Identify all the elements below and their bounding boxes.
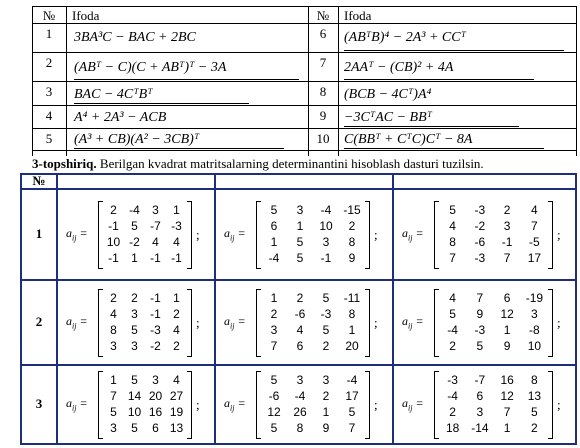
row-divider — [32, 23, 577, 24]
matrix — [98, 201, 192, 269]
header-expression: Ifoda — [344, 8, 372, 23]
row-divider — [32, 105, 577, 106]
underline — [74, 148, 284, 149]
matrix-label: $a_{ij}$ = — [402, 225, 424, 242]
matrix-cell: -14 — [471, 420, 489, 435]
matrix-cell: 8 — [348, 234, 356, 249]
matrix-cell: -3 — [171, 218, 182, 233]
table-border-top — [32, 6, 577, 7]
matrix-cell: 2 — [296, 290, 304, 305]
expression: A⁴ + 2A³ − ACB — [74, 110, 167, 125]
matrix-cell: 14 — [127, 388, 142, 403]
row-number: 4 — [45, 108, 53, 123]
matrix-cell: 3 — [476, 404, 484, 419]
matrix-cell: -3 — [474, 202, 486, 217]
matrix-cell: 5 — [322, 290, 330, 305]
matrix-cell: 10 — [106, 234, 121, 249]
matrix-cell: 5 — [449, 306, 456, 321]
expression: (ABᵀB)⁴ − 2A³ + CCᵀ — [344, 30, 466, 45]
matrix-cell: 2 — [449, 404, 456, 419]
matrices-table — [20, 173, 577, 445]
matrix-cell: 7 — [110, 388, 117, 403]
matrix-cell: 5 — [322, 322, 330, 337]
matrix-cell: -3 — [474, 322, 486, 337]
row-number: 1 — [45, 26, 53, 41]
matrix-cell: 5 — [131, 218, 138, 233]
matrix-cell: 8 — [110, 322, 117, 337]
matrix — [256, 371, 370, 439]
matrix-cell: 1 — [348, 322, 356, 337]
matrix-cell: 4 — [449, 290, 456, 305]
matrix-cell: 20 — [345, 338, 359, 353]
matrix-cell: 2 — [348, 218, 356, 233]
semicolon: ; — [196, 314, 200, 330]
header-number: № — [316, 8, 330, 23]
matrix-cell: 7 — [449, 250, 456, 265]
matrix-row — [98, 307, 192, 323]
matrix-cell: -4 — [129, 202, 140, 217]
matrix-cell: 4 — [110, 306, 117, 321]
matrix-cell: 4 — [152, 234, 159, 249]
matrix-cell: 19 — [169, 404, 184, 419]
matrix-row — [256, 291, 370, 307]
matrix-cell: 7 — [503, 404, 511, 419]
underline — [74, 79, 299, 80]
underline — [74, 103, 249, 104]
matrix-cell: 3 — [131, 338, 138, 353]
underline — [344, 50, 564, 51]
matrix — [256, 201, 370, 269]
matrix-cell: 8 — [348, 306, 356, 321]
matrix-cell: -2 — [150, 338, 161, 353]
column-divider — [392, 173, 394, 445]
matrix-cell: -4 — [346, 372, 358, 387]
semicolon: ; — [557, 226, 561, 242]
row-number: 9 — [319, 108, 327, 123]
matrix-cell: 5 — [270, 372, 278, 387]
matrix-cell: 16 — [500, 372, 514, 387]
matrix-row — [98, 405, 192, 421]
matrix-row — [98, 251, 192, 267]
matrix-label: $a_{ij}$ = — [224, 225, 246, 242]
row-divider — [20, 188, 577, 190]
row-divider — [32, 52, 577, 53]
matrix-cell: -4 — [447, 322, 458, 337]
matrix-label: $a_{ij}$ = — [66, 225, 88, 242]
matrix-row — [98, 219, 192, 235]
matrix-row — [434, 405, 553, 421]
matrix-cell: 27 — [169, 388, 184, 403]
matrix-cell: 3 — [296, 372, 304, 387]
semicolon: ; — [557, 396, 561, 412]
row-number: 3 — [35, 395, 43, 411]
matrix-cell: 12 — [500, 306, 514, 321]
matrix-cell: 7 — [476, 290, 484, 305]
matrix-cell: 2 — [270, 306, 278, 321]
matrix-row — [434, 219, 553, 235]
matrix-row — [256, 323, 370, 339]
matrix-cell: 1 — [322, 404, 330, 419]
matrix-cell: 1 — [503, 420, 511, 435]
table-border-left — [20, 173, 22, 445]
expression: BAC − 4CᵀBᵀ — [74, 87, 153, 102]
matrix-cell: -3 — [320, 306, 332, 321]
matrix-cell: 4 — [296, 322, 304, 337]
expression: −3CᵀAC − BBᵀ — [344, 110, 433, 125]
matrix — [98, 289, 192, 357]
matrix-cell: 2 — [131, 290, 138, 305]
matrix-cell: 10 — [319, 218, 333, 233]
table-border-top — [20, 173, 577, 175]
matrix-cell: 7 — [348, 420, 356, 435]
matrix-row — [98, 203, 192, 219]
matrix-cell: 26 — [293, 404, 307, 419]
matrix-cell: -1 — [501, 234, 513, 249]
matrix-cell: -5 — [529, 234, 540, 249]
matrix-cell: 12 — [500, 388, 514, 403]
matrix-row — [98, 235, 192, 251]
matrix-cell: 5 — [270, 202, 278, 217]
matrix-cell: -1 — [320, 250, 332, 265]
matrix-cell: -1 — [108, 218, 119, 233]
matrix-cell: 7 — [531, 218, 538, 233]
matrix-cell: 8 — [531, 372, 538, 387]
matrix-row — [256, 389, 370, 405]
table-border-bottom — [32, 150, 577, 151]
matrix-cell: 7 — [503, 250, 511, 265]
underline — [344, 126, 519, 127]
matrix-row — [434, 203, 553, 219]
matrix-row — [98, 339, 192, 355]
expression: C(BBᵀ + CᵀC)Cᵀ − 8A — [344, 132, 473, 147]
matrix-cell: -4 — [320, 202, 332, 217]
matrix-cell: 2 — [449, 338, 456, 353]
matrix-cell: 10 — [527, 338, 542, 353]
matrix-cell: 1 — [296, 218, 304, 233]
row-divider — [20, 364, 577, 366]
matrix-cell: 6 — [296, 338, 304, 353]
matrix-cell: 1 — [503, 322, 511, 337]
expressions-table — [32, 6, 577, 156]
matrix-row — [98, 291, 192, 307]
matrix-cell: 16 — [148, 404, 163, 419]
matrix-cell: 2 — [110, 290, 117, 305]
matrix-row — [98, 421, 192, 437]
matrix-row — [434, 421, 553, 437]
matrix-cell: 20 — [148, 388, 163, 403]
expression: (BCB − 4Cᵀ)A⁴ — [344, 87, 432, 102]
matrix-cell: 5 — [476, 338, 484, 353]
matrix-cell: 5 — [449, 202, 456, 217]
row-number: 8 — [319, 84, 327, 99]
matrix-row — [256, 339, 370, 355]
matrix-cell: 5 — [270, 420, 278, 435]
row-number: 1 — [35, 225, 43, 241]
matrix-cell: 9 — [322, 420, 330, 435]
row-number: 7 — [319, 55, 327, 70]
matrix-label: $a_{ij}$ = — [224, 395, 246, 412]
matrix-row — [434, 251, 553, 267]
matrix-cell: 9 — [503, 338, 511, 353]
matrix-cell: -15 — [343, 202, 361, 217]
matrix-cell: 1 — [173, 202, 180, 217]
matrix-cell: -3 — [474, 250, 486, 265]
matrix-cell: -19 — [525, 290, 544, 305]
matrix-cell: 3 — [296, 202, 304, 217]
task-heading — [32, 156, 484, 172]
matrix-label: $a_{ij}$ = — [402, 395, 424, 412]
matrix-label: $a_{ij}$ = — [66, 313, 88, 330]
matrix-cell: 8 — [296, 420, 304, 435]
matrix-cell: 5 — [131, 322, 138, 337]
expression: (ABᵀ − C)(C + ABᵀ)ᵀ − 3A — [74, 60, 227, 75]
semicolon: ; — [374, 314, 378, 330]
matrix-row — [434, 291, 553, 307]
table-border-bottom — [20, 443, 577, 445]
matrix-cell: 2 — [531, 420, 538, 435]
matrix-cell: -3 — [447, 372, 458, 387]
matrix-cell: 4 — [173, 234, 180, 249]
matrix-cell: 4 — [173, 322, 180, 337]
matrix-cell: -6 — [474, 234, 486, 249]
row-divider — [32, 81, 577, 82]
matrix-cell: -1 — [150, 306, 161, 321]
matrix-cell: 13 — [527, 388, 542, 403]
matrix-row — [434, 373, 553, 389]
matrix-cell: 3 — [531, 306, 538, 321]
matrix-cell: 10 — [127, 404, 142, 419]
matrix — [256, 289, 370, 357]
matrix-row — [98, 389, 192, 405]
matrix — [98, 371, 192, 439]
table-border-right — [575, 173, 577, 445]
matrix-cell: 3 — [503, 218, 511, 233]
matrix — [434, 371, 553, 439]
matrix-cell: 6 — [270, 218, 278, 233]
matrix-row — [434, 389, 553, 405]
matrix-row — [256, 421, 370, 437]
matrix-row — [98, 373, 192, 389]
matrix-cell: 3 — [322, 234, 330, 249]
matrix-cell: 1 — [110, 372, 117, 387]
matrix-cell: 1 — [270, 290, 278, 305]
expression: 2AAᵀ − (CB)² + 4A — [344, 60, 454, 75]
row-divider — [32, 128, 577, 129]
matrix-cell: 3 — [270, 322, 278, 337]
matrix-cell: 6 — [476, 388, 484, 403]
matrix-row — [256, 219, 370, 235]
matrix-cell: 3 — [110, 420, 117, 435]
matrix-cell: 9 — [476, 306, 484, 321]
matrix-cell: 4 — [449, 218, 456, 233]
matrix-cell: 3 — [131, 306, 138, 321]
matrix-cell: -7 — [474, 372, 486, 387]
expression: 3BA³C − BAC + 2BC — [74, 30, 196, 45]
matrix-cell: 5 — [110, 404, 117, 419]
matrix-label: $a_{ij}$ = — [402, 313, 424, 330]
matrix-row — [256, 235, 370, 251]
matrix-cell: 1 — [131, 250, 138, 265]
matrix-row — [434, 339, 553, 355]
matrix-cell: 2 — [503, 202, 511, 217]
matrix-row — [256, 251, 370, 267]
matrix-cell: 9 — [348, 250, 356, 265]
matrix-cell: 18 — [445, 420, 460, 435]
task-number: 3-topshiriq. — [32, 156, 97, 171]
matrix-cell: 5 — [531, 404, 538, 419]
matrix-cell: 2 — [173, 338, 180, 353]
matrix-cell: 2 — [110, 202, 117, 217]
matrix-cell: -8 — [529, 322, 540, 337]
matrix-label: $a_{ij}$ = — [224, 313, 246, 330]
matrix-cell: -6 — [268, 388, 280, 403]
matrix-cell: 5 — [296, 234, 304, 249]
matrix-cell: 1 — [173, 290, 180, 305]
matrix-row — [98, 323, 192, 339]
matrix-cell: 17 — [345, 388, 359, 403]
row-number: 5 — [45, 131, 53, 146]
matrix-cell: -4 — [447, 388, 458, 403]
row-number: 2 — [45, 55, 53, 70]
matrix-row — [256, 203, 370, 219]
matrix-cell: -4 — [268, 250, 280, 265]
matrix-cell: 6 — [503, 290, 511, 305]
row-number: 3 — [45, 84, 53, 99]
row-number: 10 — [316, 131, 330, 146]
matrix-cell: 6 — [152, 420, 159, 435]
row-divider — [20, 279, 577, 281]
row-number: 6 — [319, 26, 327, 41]
matrix-cell: -1 — [171, 250, 182, 265]
matrix-cell: 3 — [152, 372, 159, 387]
matrix-cell: 5 — [348, 404, 356, 419]
semicolon: ; — [374, 396, 378, 412]
semicolon: ; — [196, 226, 200, 242]
header-number: № — [42, 8, 56, 23]
matrix-row — [256, 307, 370, 323]
matrix-cell: 8 — [449, 234, 456, 249]
matrix-cell: -3 — [150, 322, 161, 337]
matrix-cell: -1 — [108, 250, 119, 265]
matrix-cell: 3 — [110, 338, 117, 353]
underline — [344, 148, 544, 149]
matrix — [434, 289, 553, 357]
matrix-row — [434, 307, 553, 323]
matrix-cell: 3 — [322, 372, 330, 387]
matrix-cell: 2 — [322, 388, 330, 403]
header-number: № — [32, 173, 46, 188]
matrix-cell: 17 — [527, 250, 542, 265]
column-divider — [214, 173, 216, 445]
task-text: Berilgan kvadrat matritsalarning determinantini hisoblash dasturi tuzilsin. — [96, 156, 484, 171]
matrix-cell: 4 — [173, 372, 180, 387]
matrix-cell: 3 — [152, 202, 159, 217]
matrix-cell: -4 — [294, 388, 306, 403]
matrix-cell: 2 — [173, 306, 180, 321]
semicolon: ; — [557, 314, 561, 330]
matrix-cell: -2 — [129, 234, 140, 249]
semicolon: ; — [374, 226, 378, 242]
matrix-cell: 5 — [131, 420, 138, 435]
matrix-cell: 7 — [270, 338, 278, 353]
matrix — [434, 201, 553, 269]
matrix-cell: 5 — [131, 372, 138, 387]
matrix-label: $a_{ij}$ = — [66, 395, 88, 412]
matrix-cell: 1 — [270, 234, 278, 249]
matrix-cell: -7 — [150, 218, 161, 233]
matrix-cell: 12 — [267, 404, 281, 419]
matrix-row — [434, 323, 553, 339]
matrix-row — [434, 235, 553, 251]
matrix-cell: -1 — [150, 290, 161, 305]
header-expression: Ifoda — [72, 8, 100, 23]
matrix-cell: 2 — [322, 338, 330, 353]
matrix-cell: 13 — [169, 420, 184, 435]
matrix-cell: 4 — [531, 202, 538, 217]
matrix-cell: -6 — [294, 306, 306, 321]
matrix-row — [256, 405, 370, 421]
matrix-cell: 5 — [296, 250, 304, 265]
row-number: 2 — [35, 313, 43, 329]
expression: (A³ + CB)(A² − 3CB)ᵀ — [74, 132, 200, 147]
column-divider — [56, 173, 58, 445]
matrix-cell: -2 — [474, 218, 486, 233]
semicolon: ; — [196, 396, 200, 412]
matrix-row — [256, 373, 370, 389]
underline — [344, 79, 534, 80]
matrix-cell: -11 — [343, 290, 361, 305]
matrix-cell: -1 — [150, 250, 161, 265]
